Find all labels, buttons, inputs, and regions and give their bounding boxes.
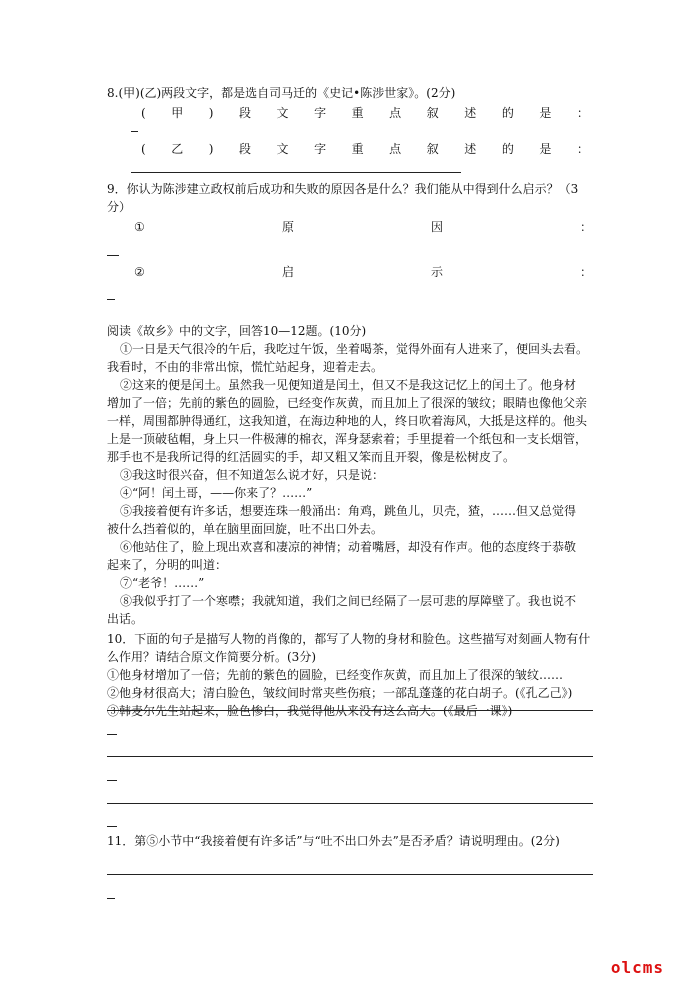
passage-line: ⑥他站住了，脸上现出欢喜和凄凉的神情；动着嘴唇，却没有作声。他的态度终于恭敬	[120, 540, 577, 554]
q10-answer-line-1	[107, 710, 593, 711]
q10-item: ③韩麦尔先生站起来，脸色惨白，我觉得他从来没有这么高大。(《最后一课》)	[107, 704, 513, 718]
passage-line: 那手也不是我所记得的红活圆实的手，却又粗又笨而且开裂，像是松树皮了。	[107, 450, 516, 464]
passage-line: 一样，周围都肿得通红，这我知道，在海边种地的人，终日吹着海风，大抵是这样的。他头	[107, 414, 588, 428]
q10-title-cont: 么作用？请结合原文作简要分析。(3分)	[107, 650, 316, 664]
passage-line: 我看时，不由的非常出惊，慌忙站起身，迎着走去。	[107, 360, 384, 374]
q9-answer-stub-2	[107, 299, 115, 300]
passage-line: ②这来的便是闰土。虽然我一见便知道是闰土，但又不是我这记忆上的闰土了。他身材	[120, 378, 577, 392]
q9-item1-num: ①	[134, 220, 145, 234]
passage-line: 增加了一倍；先前的紫色的圆脸，已经变作灰黄，而且加上了很深的皱纹；眼睛也像他父亲	[107, 396, 588, 410]
reading-intro: 阅读《故乡》中的文字，回答10—12题。(10分)	[107, 324, 367, 338]
q9-item2-label-a: 启	[282, 265, 295, 279]
q10-item: ①他身材增加了一倍；先前的紫色的圆脸，已经变作灰黄，而且加上了很深的皱纹……	[107, 668, 564, 682]
passage-line: 起来了，分明的叫道：	[107, 558, 228, 572]
q8-answer-line	[131, 172, 461, 173]
q10-answer-stub-3	[107, 826, 117, 827]
q8-title: 8.(甲)(乙)两段文字，都是选自司马迁的《史记•陈涉世家》。(2分)	[107, 86, 456, 100]
q10-answer-stub-2	[107, 780, 117, 781]
q10-item: ②他身材很高大；清白脸色，皱纹间时常夹些伤痕；一部乱蓬蓬的花白胡子。(《孔乙己》)	[107, 686, 573, 700]
q11-title: 11．第⑤小节中“我接着便有许多话”与“吐不出口外去”是否矛盾？请说明理由。(2分)	[107, 834, 560, 848]
q9-title: 9．你认为陈涉建立政权前后成功和失败的原因各是什么？我们能从中得到什么启示？（3	[107, 182, 579, 196]
passage-line: ⑦“老爷！……”	[120, 576, 205, 590]
q9-title-cont: 分）	[107, 200, 132, 214]
q9-item1-label-a: 原	[282, 220, 295, 234]
passage-line: ④“阿！闰土哥，——你来了？……”	[120, 486, 313, 500]
passage-line: ③我这时很兴奋，但不知道怎么说才好，只是说：	[120, 468, 385, 482]
q10-title: 10．下面的句子是描写人物的肖像的，都写了人物的身材和脸色。这些描写对刻画人物有什	[107, 632, 591, 646]
q11-answer-line	[107, 874, 593, 875]
q9-item2-colon: ：	[580, 265, 593, 279]
passage-line: 上是一顶破毡帽，身上只一件极薄的棉衣，浑身瑟索着；手里提着一个纸包和一支长烟管，	[107, 432, 588, 446]
q8-line-yi: ( 乙 ) 段 文 字 重 点 叙 述 的 是 ：	[141, 142, 589, 156]
q9-item2-label-b: 示	[431, 265, 444, 279]
passage-line: 被什么挡着似的，单在脑里面回旋，吐不出口外去。	[107, 522, 384, 536]
q9-item2-num: ②	[134, 265, 145, 279]
q9-answer-stub-1	[107, 255, 119, 256]
q10-answer-line-3	[107, 803, 593, 804]
q8-line-jia: ( 甲 ) 段 文 字 重 点 叙 述 的 是 ：	[141, 106, 589, 120]
passage-line: ⑤我接着便有许多话，想要连珠一般涌出：角鸡，跳鱼儿，贝壳，猹，……但又总觉得	[120, 504, 577, 518]
q11-answer-stub	[107, 898, 115, 899]
q10-answer-stub-1	[107, 734, 117, 735]
passage-line: ①一日是天气很冷的午后，我吃过午饭，坐着喝茶，觉得外面有人进来了，便回头去看。	[120, 342, 589, 356]
q9-item1-label-b: 因	[431, 220, 444, 234]
passage-line: 出话。	[107, 612, 144, 626]
q9-item1-colon: ：	[580, 220, 593, 234]
q8-answer-stub-1	[131, 131, 138, 132]
watermark-text: olcms	[610, 958, 664, 977]
q10-answer-line-2	[107, 756, 593, 757]
passage-line: ⑧我似乎打了一个寒噤；我就知道，我们之间已经隔了一层可悲的厚障壁了。我也说不	[120, 594, 577, 608]
